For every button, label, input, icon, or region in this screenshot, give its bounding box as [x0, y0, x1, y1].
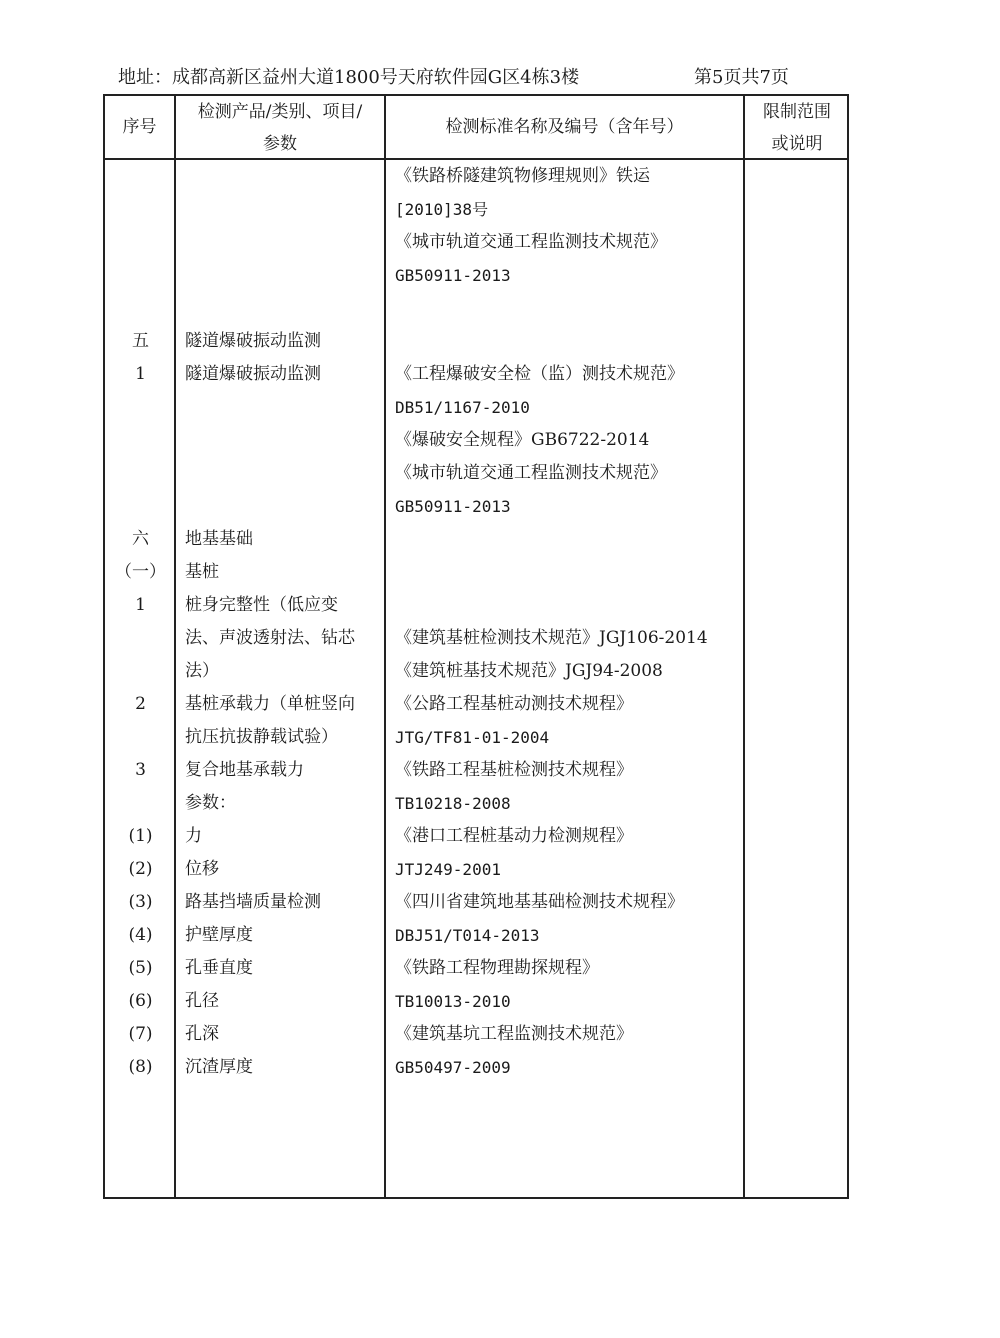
row-item: 位移: [185, 859, 219, 879]
row-standard: 《建筑桩基技术规范》JGJ94-2008: [395, 661, 663, 681]
row-standard: 《爆破安全规程》GB6722-2014: [395, 430, 650, 450]
row-item: 基桩: [185, 562, 219, 582]
row-standard: [2010]38号: [395, 200, 489, 219]
row-standard: GB50911-2013: [395, 497, 511, 516]
row-item: 桩身完整性（低应变: [185, 595, 338, 615]
row-item: 孔深: [185, 1024, 219, 1044]
row-item: 抗压抗拔静载试验）: [185, 727, 338, 747]
row-index: 六: [132, 529, 149, 549]
row-standard: DBJ51/T014-2013: [395, 926, 540, 945]
row-standard: 《公路工程基桩动测技术规程》: [395, 694, 633, 714]
row-index: (4): [128, 925, 153, 945]
header-standard: 检测标准名称及编号（含年号）: [445, 117, 684, 137]
row-standard: 《工程爆破安全检（监）测技术规范》: [395, 364, 684, 384]
row-index: (2): [128, 859, 153, 879]
row-standard: 《铁路桥隧建筑物修理规则》铁运: [395, 166, 650, 186]
row-item: 法、声波透射法、钻芯: [185, 628, 355, 648]
row-item: 法）: [185, 661, 219, 681]
row-index: 五: [132, 331, 149, 351]
row-index: 1: [135, 364, 146, 384]
row-item: 参数：: [185, 793, 236, 813]
row-index: (5): [128, 958, 153, 978]
row-standard: GB50911-2013: [395, 266, 511, 285]
page-number: 第5页共7页: [694, 67, 789, 88]
row-item: 护壁厚度: [185, 925, 253, 945]
row-item: 孔径: [185, 991, 219, 1011]
header-limit-line2: 或说明: [771, 134, 823, 154]
row-standard: JTJ249-2001: [395, 860, 501, 879]
header-item-line1: 检测产品/类别、项目/: [197, 102, 363, 122]
row-index: （一）: [115, 562, 166, 582]
row-index: (7): [128, 1024, 153, 1044]
row-item: 地基基础: [185, 529, 253, 549]
row-standard: 《建筑基桩检测技术规范》JGJ106-2014: [395, 628, 708, 648]
row-standard: 《四川省建筑地基基础检测技术规程》: [395, 892, 684, 912]
row-item: 力: [185, 826, 202, 846]
row-item: 隧道爆破振动监测: [185, 331, 321, 351]
row-index: 2: [135, 694, 146, 714]
row-standard: 《城市轨道交通工程监测技术规范》: [395, 232, 667, 252]
header-limit-line1: 限制范围: [763, 102, 831, 122]
row-standard: 《城市轨道交通工程监测技术规范》: [395, 463, 667, 483]
row-item: 孔垂直度: [185, 958, 253, 978]
standards-table: [103, 94, 849, 1199]
row-index: (3): [128, 892, 153, 912]
row-index: (8): [128, 1057, 153, 1077]
row-index: 3: [135, 760, 146, 780]
header-item-line2: 参数: [263, 134, 297, 154]
row-standard: 《港口工程桩基动力检测规程》: [395, 826, 633, 846]
row-item: 隧道爆破振动监测: [185, 364, 321, 384]
row-item: 基桩承载力（单桩竖向: [185, 694, 355, 714]
row-item: 路基挡墙质量检测: [185, 892, 321, 912]
row-standard: DB51/1167-2010: [395, 398, 530, 417]
row-standard: 《建筑基坑工程监测技术规范》: [395, 1024, 633, 1044]
row-standard: GB50497-2009: [395, 1058, 511, 1077]
page-header: [118, 64, 818, 92]
row-item: 沉渣厚度: [185, 1057, 253, 1077]
row-index: 1: [135, 595, 146, 615]
row-standard: 《铁路工程基桩检测技术规程》: [395, 760, 633, 780]
address-text: 地址：成都高新区益州大道1800号天府软件园G区4栋3楼: [118, 67, 580, 88]
row-standard: TB10218-2008: [395, 794, 511, 813]
header-index: 序号: [122, 117, 157, 137]
row-standard: JTG/TF81-01-2004: [395, 728, 550, 747]
row-index: (6): [128, 991, 153, 1011]
row-standard: TB10013-2010: [395, 992, 511, 1011]
row-index: (1): [128, 826, 153, 846]
row-item: 复合地基承载力: [185, 760, 304, 780]
row-standard: 《铁路工程物理勘探规程》: [395, 958, 599, 978]
